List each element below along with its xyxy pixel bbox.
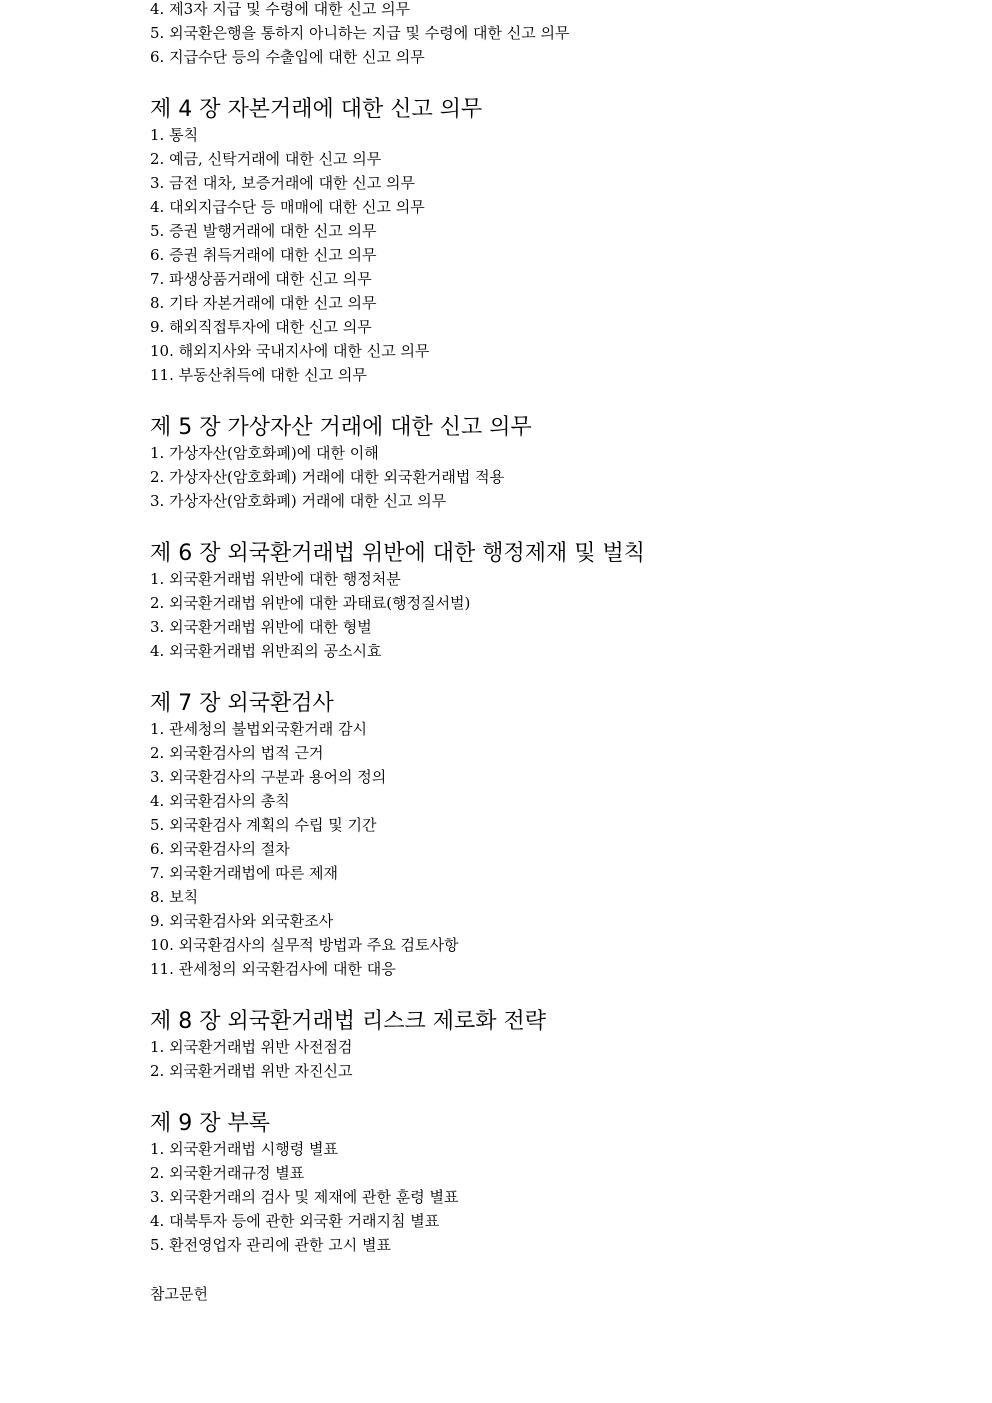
toc-item: 2. 외국환검사의 법적 근거	[150, 744, 324, 762]
toc-item: 1. 통칙	[150, 126, 199, 144]
chapter-9	[150, 1111, 930, 1257]
chapter-6	[150, 541, 930, 663]
chapter-5	[150, 415, 930, 513]
toc-item: 11. 부동산취득에 대한 신고 의무	[150, 366, 367, 384]
toc-item: 2. 외국환거래규정 별표	[150, 1164, 305, 1182]
chapter-title: 제 6 장 외국환거래법 위반에 대한 행정제재 및 벌칙	[150, 541, 645, 566]
toc-item: 9. 해외직접투자에 대한 신고 의무	[150, 318, 372, 336]
toc-item: 5. 외국환은행을 통하지 아니하는 지급 및 수령에 대한 신고 의무	[150, 24, 570, 42]
chapter-8	[150, 1009, 930, 1083]
toc-item: 2. 예금, 신탁거래에 대한 신고 의무	[150, 150, 382, 168]
toc-item: 11. 관세청의 외국환검사에 대한 대응	[150, 960, 396, 978]
toc-item: 9. 외국환검사와 외국환조사	[150, 912, 334, 930]
toc-item: 1. 외국환거래법 시행령 별표	[150, 1140, 339, 1158]
toc-item: 1. 관세청의 불법외국환거래 감시	[150, 720, 367, 738]
references-heading: 참고문헌	[150, 1285, 208, 1303]
toc-item: 1. 외국환거래법 위반 사전점검	[150, 1038, 353, 1056]
toc-item: 4. 외국환검사의 총칙	[150, 792, 290, 810]
toc-item: 1. 가상자산(암호화폐)에 대한 이해	[150, 444, 379, 462]
toc-item: 4. 대북투자 등에 관한 외국환 거래지침 별표	[150, 1212, 440, 1230]
toc-item: 4. 외국환거래법 위반죄의 공소시효	[150, 642, 382, 660]
toc-item: 3. 금전 대차, 보증거래에 대한 신고 의무	[150, 174, 416, 192]
chapter-title: 제 8 장 외국환거래법 리스크 제로화 전략	[150, 1009, 546, 1034]
toc-item: 2. 가상자산(암호화폐) 거래에 대한 외국환거래법 적용	[150, 468, 505, 486]
toc-item: 8. 기타 자본거래에 대한 신고 의무	[150, 294, 377, 312]
chapter-title: 제 5 장 가상자산 거래에 대한 신고 의무	[150, 415, 532, 440]
toc-item: 2. 외국환거래법 위반에 대한 과태료(행정질서벌)	[150, 594, 471, 612]
toc-item: 2. 외국환거래법 위반 자진신고	[150, 1062, 353, 1080]
chapter-7	[150, 691, 930, 981]
toc-item: 3. 외국환검사의 구분과 용어의 정의	[150, 768, 387, 786]
toc-item: 8. 보칙	[150, 888, 199, 906]
toc-item: 5. 환전영업자 관리에 관한 고시 별표	[150, 1236, 392, 1254]
chapter-title: 제 7 장 외국환검사	[150, 691, 334, 716]
toc-item: 6. 지급수단 등의 수출입에 대한 신고 의무	[150, 48, 425, 66]
toc-item: 6. 외국환검사의 절차	[150, 840, 290, 858]
toc-item: 5. 외국환검사 계획의 수립 및 기간	[150, 816, 377, 834]
toc-item: 4. 제3자 지급 및 수령에 대한 신고 의무	[150, 0, 411, 18]
toc-item: 4. 대외지급수단 등 매매에 대한 신고 의무	[150, 198, 425, 216]
toc-item: 5. 증권 발행거래에 대한 신고 의무	[150, 222, 377, 240]
chapter-title: 제 9 장 부록	[150, 1111, 270, 1136]
leading-items	[150, 0, 930, 69]
chapter-4	[150, 97, 930, 387]
toc-item: 6. 증권 취득거래에 대한 신고 의무	[150, 246, 377, 264]
chapter-title: 제 4 장 자본거래에 대한 신고 의무	[150, 97, 483, 122]
toc-item: 10. 해외지사와 국내지사에 대한 신고 의무	[150, 342, 430, 360]
toc-item: 3. 외국환거래법 위반에 대한 형벌	[150, 618, 372, 636]
toc-item: 7. 외국환거래법에 따른 제재	[150, 864, 339, 882]
toc-item: 7. 파생상품거래에 대한 신고 의무	[150, 270, 372, 288]
toc-item: 1. 외국환거래법 위반에 대한 행정처분	[150, 570, 401, 588]
toc-item: 3. 외국환거래의 검사 및 제재에 관한 훈령 별표	[150, 1188, 459, 1206]
toc-item: 3. 가상자산(암호화폐) 거래에 대한 신고 의무	[150, 492, 447, 510]
table-of-contents-page	[150, 0, 930, 1306]
toc-item: 10. 외국환검사의 실무적 방법과 주요 검토사항	[150, 936, 459, 954]
